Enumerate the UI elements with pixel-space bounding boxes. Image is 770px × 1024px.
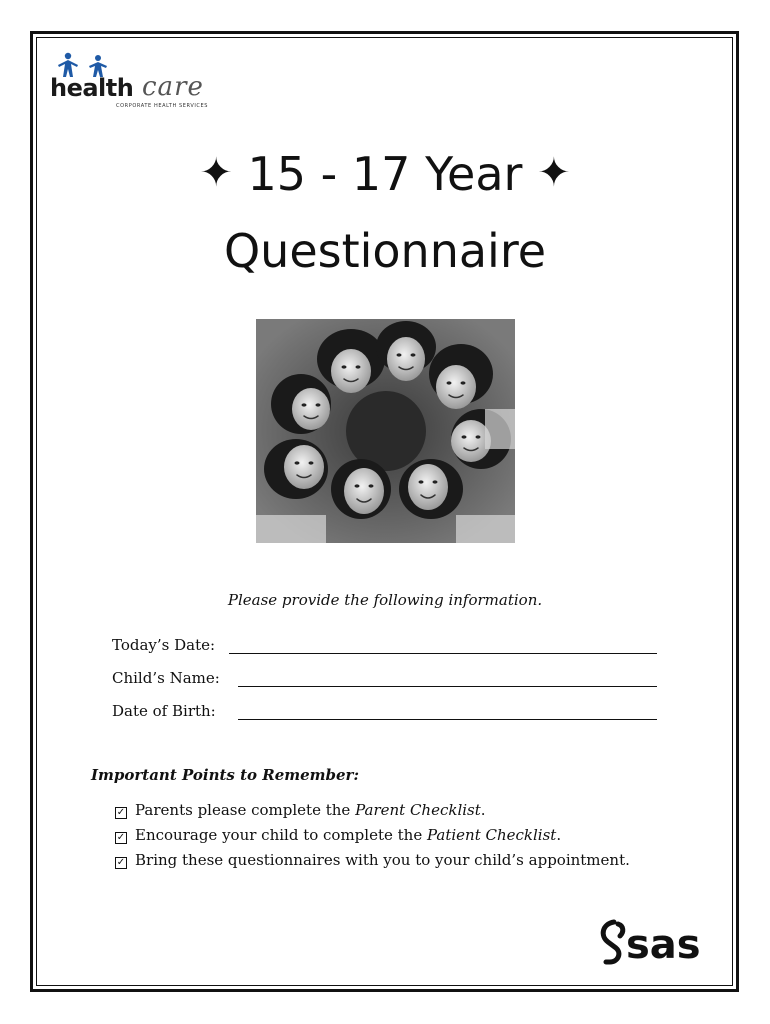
logo-tagline: CORPORATE HEALTH SERVICES — [116, 103, 209, 109]
title-age-range: 15 - 17 Year — [247, 147, 523, 201]
todays-date-line[interactable] — [229, 653, 657, 654]
point-item — [115, 851, 630, 869]
point-text: Parents please complete the — [135, 801, 356, 819]
date-of-birth-field[interactable] — [112, 702, 216, 720]
info-prompt: Please provide the following information. — [227, 591, 543, 609]
point-text: Encourage your child to complete the — [135, 826, 427, 844]
logo-health-text: health — [50, 74, 134, 102]
point-text: Bring these questionnaires with you to your child’s appointment. — [135, 851, 630, 869]
healthcare-logo — [50, 52, 220, 114]
checkbox-checked-icon: ✓ — [116, 832, 126, 843]
star-left-icon: ✦ — [199, 150, 233, 196]
sas-wordmark: sas — [626, 922, 701, 968]
sas-swirl-icon — [603, 922, 623, 962]
childs-name-line[interactable] — [238, 686, 657, 687]
page-title-line1 — [0, 147, 770, 201]
point-punct: . — [480, 801, 486, 819]
date-of-birth-label: Date of Birth: — [112, 702, 216, 720]
page-title-line2: Questionnaire — [223, 224, 547, 278]
todays-date-label: Today’s Date: — [112, 636, 216, 654]
point-item — [115, 801, 486, 819]
checkbox-checked-icon: ✓ — [116, 857, 126, 868]
point-emphasis: Parent Checklist — [355, 801, 481, 819]
todays-date-field[interactable] — [112, 636, 215, 654]
date-of-birth-line[interactable] — [238, 719, 657, 720]
sas-logo — [596, 918, 716, 968]
point-punct: . — [556, 826, 562, 844]
point-item — [115, 826, 561, 844]
checkbox-checked-icon: ✓ — [116, 807, 126, 818]
logo-care-text: care — [142, 72, 204, 102]
star-right-icon: ✦ — [537, 150, 571, 196]
important-points-heading: Important Points to Remember: — [91, 766, 359, 784]
point-emphasis: Patient Checklist — [426, 826, 557, 844]
childs-name-field[interactable] — [112, 669, 220, 687]
teens-circle-photo — [256, 319, 515, 543]
childs-name-label: Child’s Name: — [112, 669, 220, 687]
